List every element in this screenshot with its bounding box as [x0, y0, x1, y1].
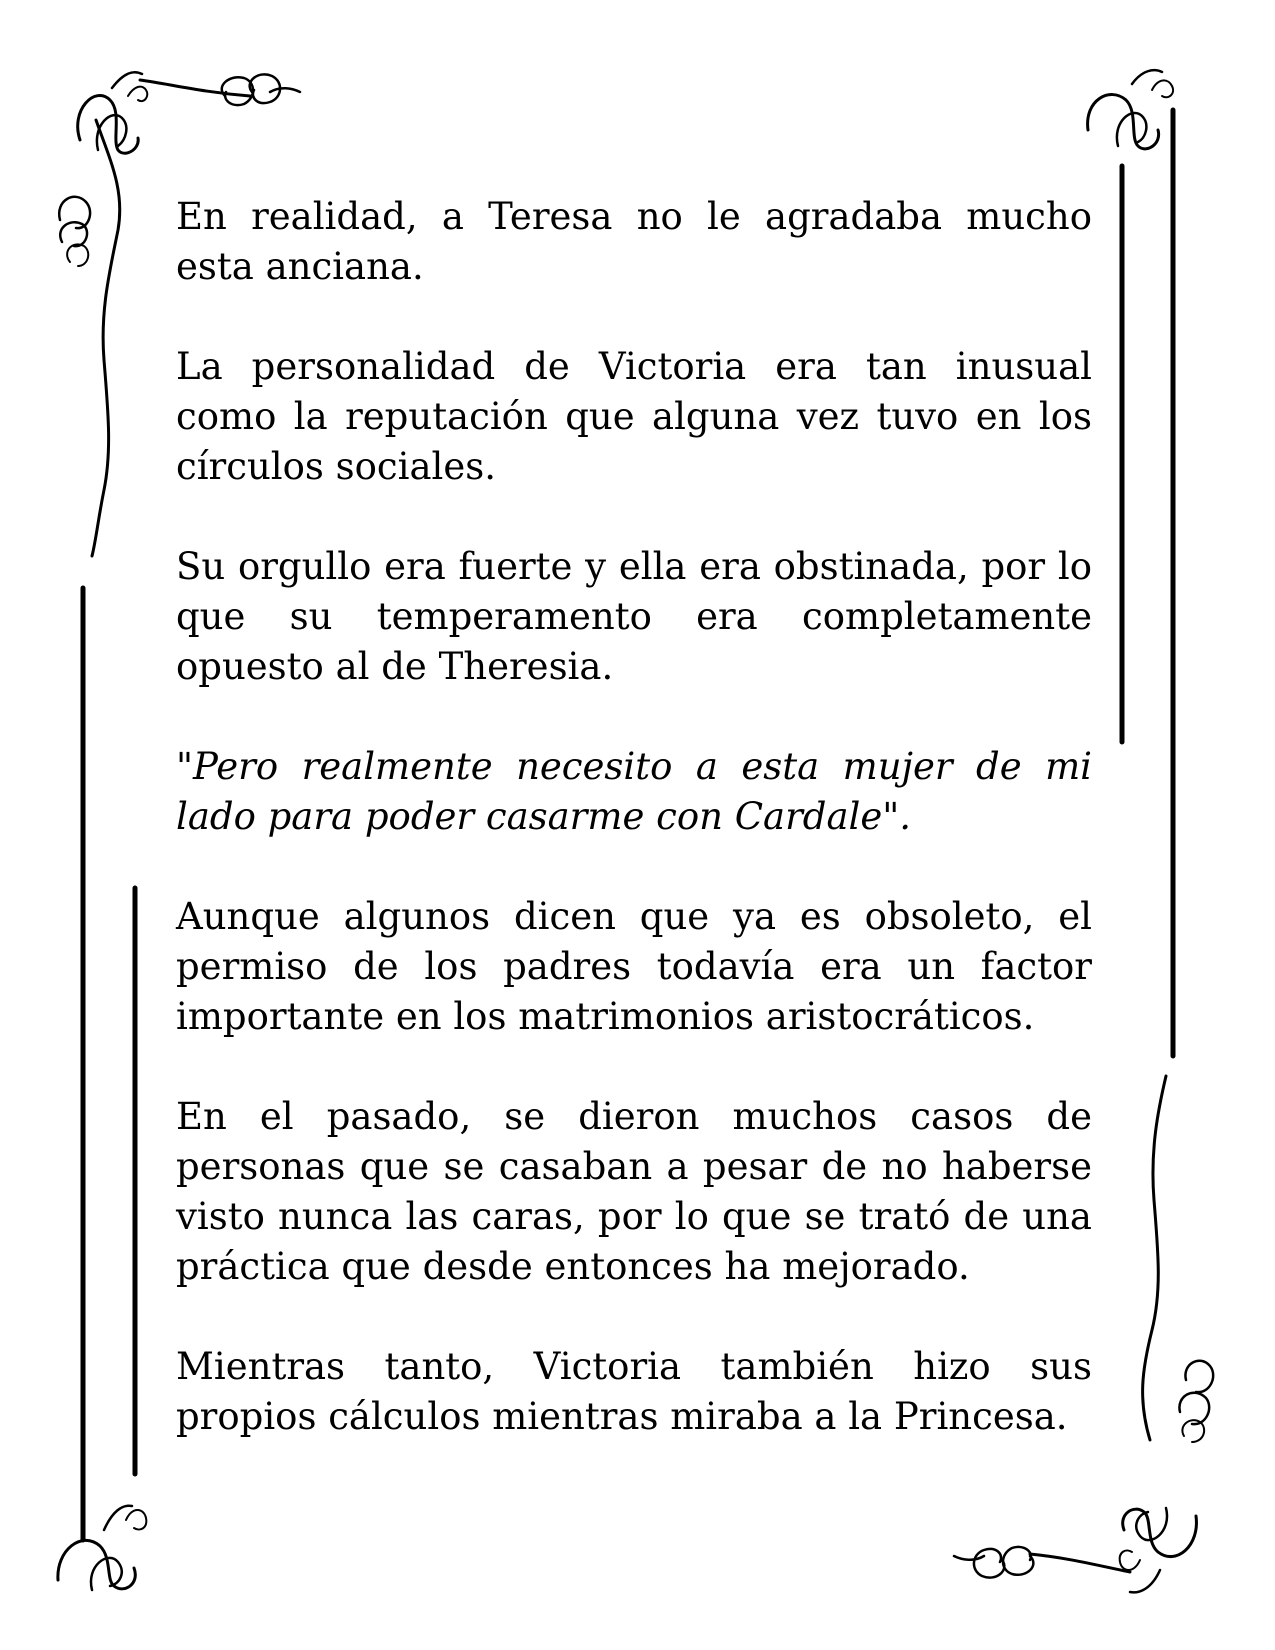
top-left-swirls	[222, 74, 300, 105]
left-ribbon-curve	[92, 120, 120, 556]
bottom-right-swirls	[954, 1547, 1033, 1578]
right-swirls	[1179, 1361, 1213, 1442]
body-text	[176, 192, 1092, 1492]
right-ribbon-curve	[1143, 1076, 1166, 1440]
paragraph: En realidad, a Teresa no le agradaba mucho esta anciana.	[176, 195, 1092, 288]
bottom-right-flourish	[1030, 1508, 1196, 1592]
paragraph: Aunque algunos dicen que ya es obsoleto, el permiso de los padres todavía era un factor importante en los matrimonios aristocráticos.	[176, 895, 1092, 1038]
paragraph: En el pasado, se dieron muchos casos de personas que se casaban a pesar de no haberse visto nunca las caras, por lo que se trató de una práctica que desde entonces ha mejorado.	[176, 1095, 1092, 1288]
paragraph: La personalidad de Victoria era tan inusual como la reputación que alguna vez tuvo en los círculos sociales.	[176, 345, 1092, 488]
paragraph: Su orgullo era fuerte y ella era obstinada, por lo que su temperamento era completamente opuesto al de Theresia.	[176, 545, 1092, 688]
paragraph: Mientras tanto, Victoria también hizo sus propios cálculos mientras miraba a la Princesa.	[176, 1345, 1092, 1438]
top-right-flourish	[1088, 70, 1173, 149]
quoted-thought: "Pero realmente necesito a esta mujer de mi lado para poder casarme con Cardale".	[176, 745, 1092, 838]
bottom-left-flourish	[58, 1506, 146, 1590]
